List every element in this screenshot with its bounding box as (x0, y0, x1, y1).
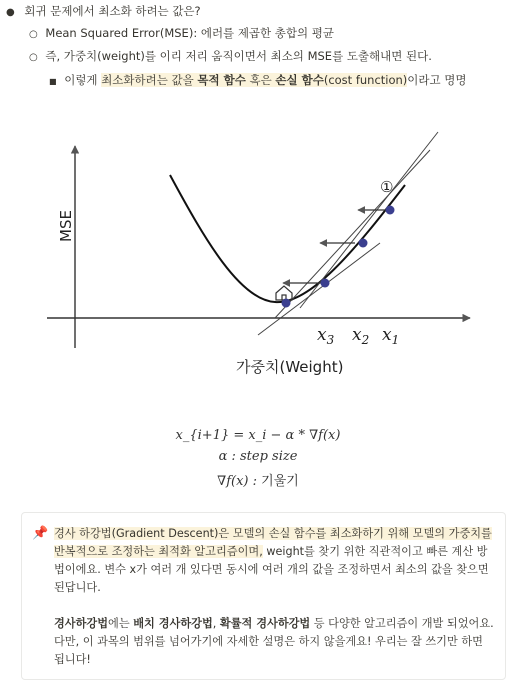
gradient-descent-graph (0, 110, 516, 400)
pushpin-icon: 📌 (32, 526, 49, 541)
bullet-disc-icon: ● (6, 7, 15, 18)
x2-label: $x_2$ (352, 325, 370, 347)
subsub-highlight-1: 최소화하려는 값을 (101, 73, 198, 87)
formula-gradient-rhs: 기울기 (261, 474, 299, 489)
callout-p2-a: 에는 (108, 617, 134, 630)
tangent-line-1 (300, 132, 438, 308)
bullet-square-icon: ■ (49, 77, 57, 86)
callout-bold-batch: 배치 경사하강법 (133, 617, 213, 630)
list-subitem-2 (29, 48, 432, 66)
formula-gradient-lhs: ∇f(x) : (217, 474, 258, 489)
list-subitem-2-text: 즉, 가중치(weight)를 이리 저리 움직이면서 최소의 MSE를 도출해내면 된다. (45, 49, 432, 63)
subsub-bold-objective: 목적 함수 (197, 73, 246, 87)
home-icon (276, 286, 292, 300)
bullet-circle-icon: ○ (29, 52, 38, 63)
callout-paragraph-1 (54, 525, 494, 597)
callout-p1-rest: weight를 찾기 위한 직관적이고 빠른 계산 방법이에요. 변수 x가 여러 개 있다면 동시에 여러 개의 값을 조정하면서 최소의 값을 찾으면 된답니다. (54, 545, 489, 594)
point-x3 (321, 279, 330, 288)
list-subitem-1 (29, 25, 334, 43)
callout-highlight: 경사 하강법(Gradient Descent)은 모델의 손실 함수를 최소화하기 위해 모델의 가중치를 반복적으로 조정하는 최적화 알고리즘이며, (54, 527, 492, 558)
formula-update: x_{i+1} = x_i − α * ∇f(x) (175, 428, 341, 443)
point-min (282, 299, 291, 308)
subsub-suffix: 이라고 명명 (407, 73, 467, 87)
subsub-highlight-3: (cost function) (323, 73, 408, 87)
bullet-circle-icon: ○ (29, 29, 38, 40)
callout-box (21, 512, 506, 680)
tangent-line-3 (258, 243, 380, 335)
point-x2 (359, 239, 368, 248)
x-axis-label: 가중치(Weight) (236, 358, 344, 376)
callout-bold-sgd: 확률적 경사하강법 (219, 617, 311, 630)
list-item-1 (6, 3, 201, 21)
list-subsubitem-1 (49, 72, 467, 90)
x3-label: $x_3$ (317, 325, 335, 347)
formula-alpha: α : step size (218, 449, 298, 464)
callout-p2-c: 등 다양한 알고리즘이 개발 되었어요. 다만, 이 과목의 범위를 넘어가기에 자세한 설명은 하지 않을게요! 우리는 잘 쓰기만 하면 됩니다! (54, 617, 494, 666)
point-x1 (386, 206, 395, 215)
list-item-1-text: 회귀 문제에서 최소화 하려는 값은? (24, 4, 201, 18)
formula-gradient (0, 470, 516, 489)
x1-label: $x_1$ (382, 325, 400, 347)
y-axis-label: MSE (57, 210, 75, 242)
list-subitem-1-text: Mean Squared Error(MSE): 에러를 제곱한 총합의 평균 (45, 26, 335, 40)
callout-text (54, 525, 494, 669)
callout-paragraph-2 (54, 615, 494, 669)
subsub-bold-loss: 손실 함수 (275, 73, 324, 87)
subsub-prefix: 이렇게 (64, 73, 102, 87)
subsub-highlight-2: 혹은 (245, 73, 276, 87)
marker-circled-one: ① (380, 178, 394, 196)
callout-bold-gd: 경사하강법 (54, 617, 109, 630)
tangent-line-2 (275, 150, 430, 318)
callout-p2-b: , (212, 617, 220, 630)
